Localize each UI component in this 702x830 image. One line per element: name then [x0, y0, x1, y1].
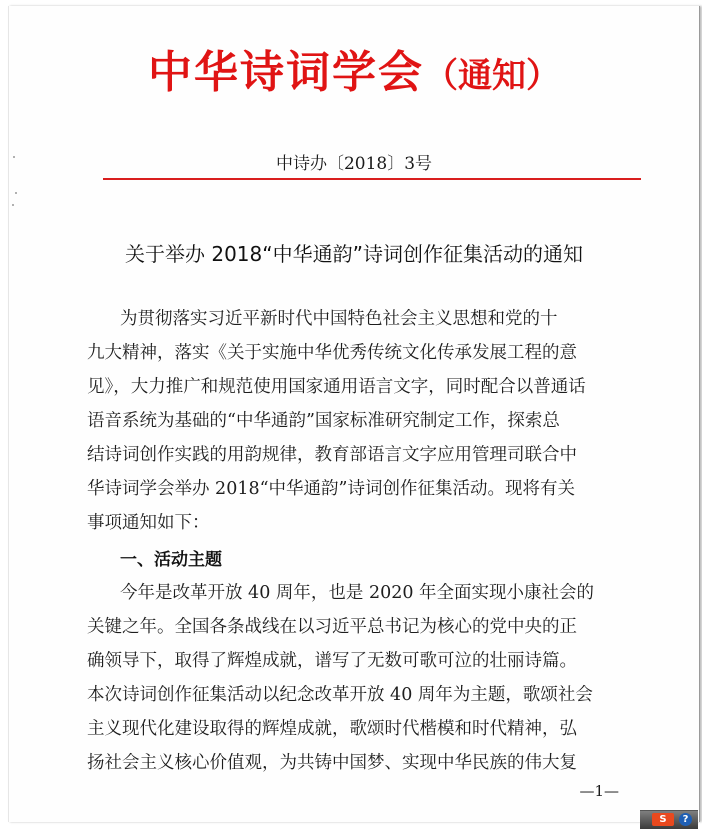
body-line: 扬社会主义核心价值观，为共铸中国梦、实现中华民族的伟大复 — [87, 753, 577, 773]
body-line: 确领导下，取得了辉煌成就，谱写了无数可歌可泣的壮丽诗篇。 — [87, 651, 577, 671]
document-title: 关于举办 2018“中华通韵”诗词创作征集活动的通知 — [125, 242, 583, 266]
scan-speck — [12, 204, 14, 206]
page-number: —1— — [579, 782, 619, 800]
document-page — [8, 6, 700, 822]
body-line: 本次诗词创作征集活动以纪念改革开放 40 周年为主题，歌颂社会 — [87, 685, 593, 705]
document-number: 中诗办〔2018〕3号 — [275, 154, 433, 174]
intro-line: 结诗词创作实践的用韵规律，教育部语言文字应用管理司联合中 — [87, 445, 577, 465]
body-line: 主义现代化建设取得的辉煌成就，歌颂时代楷模和时代精神，弘 — [87, 719, 577, 739]
notice-type: （通知） — [424, 56, 560, 96]
intro-line: 事项通知如下： — [87, 513, 210, 533]
body-line: 今年是改革开放 40 周年，也是 2020 年全面实现小康社会的 — [120, 583, 595, 603]
scan-speck — [15, 192, 17, 194]
help-icon[interactable]: ? — [679, 813, 692, 826]
intro-line: 九大精神，落实《关于实施中华优秀传统文化传承发展工程的意 — [87, 343, 577, 363]
scan-speck — [13, 156, 15, 158]
intro-line: 见》，大力推广和规范使用国家通用语言文字，同时配合以普通话 — [87, 377, 586, 397]
red-divider-line — [103, 178, 641, 180]
organization-name: 中华诗词学会 — [148, 47, 424, 98]
masthead — [9, 36, 699, 100]
section-heading: 一、活动主题 — [120, 550, 222, 570]
intro-line: 语音系统为基础的“中华通韵”国家标准研究制定工作，探索总 — [87, 411, 560, 431]
intro-line: 为贯彻落实习近平新时代中国特色社会主义思想和党的十 — [120, 309, 558, 329]
intro-line: 华诗词学会举办 2018“中华通韵”诗词创作征集活动。现将有关 — [87, 479, 575, 499]
input-method-icon[interactable]: S — [652, 813, 674, 826]
body-line: 关键之年。全国各条战线在以习近平总书记为核心的党中央的正 — [87, 617, 577, 637]
